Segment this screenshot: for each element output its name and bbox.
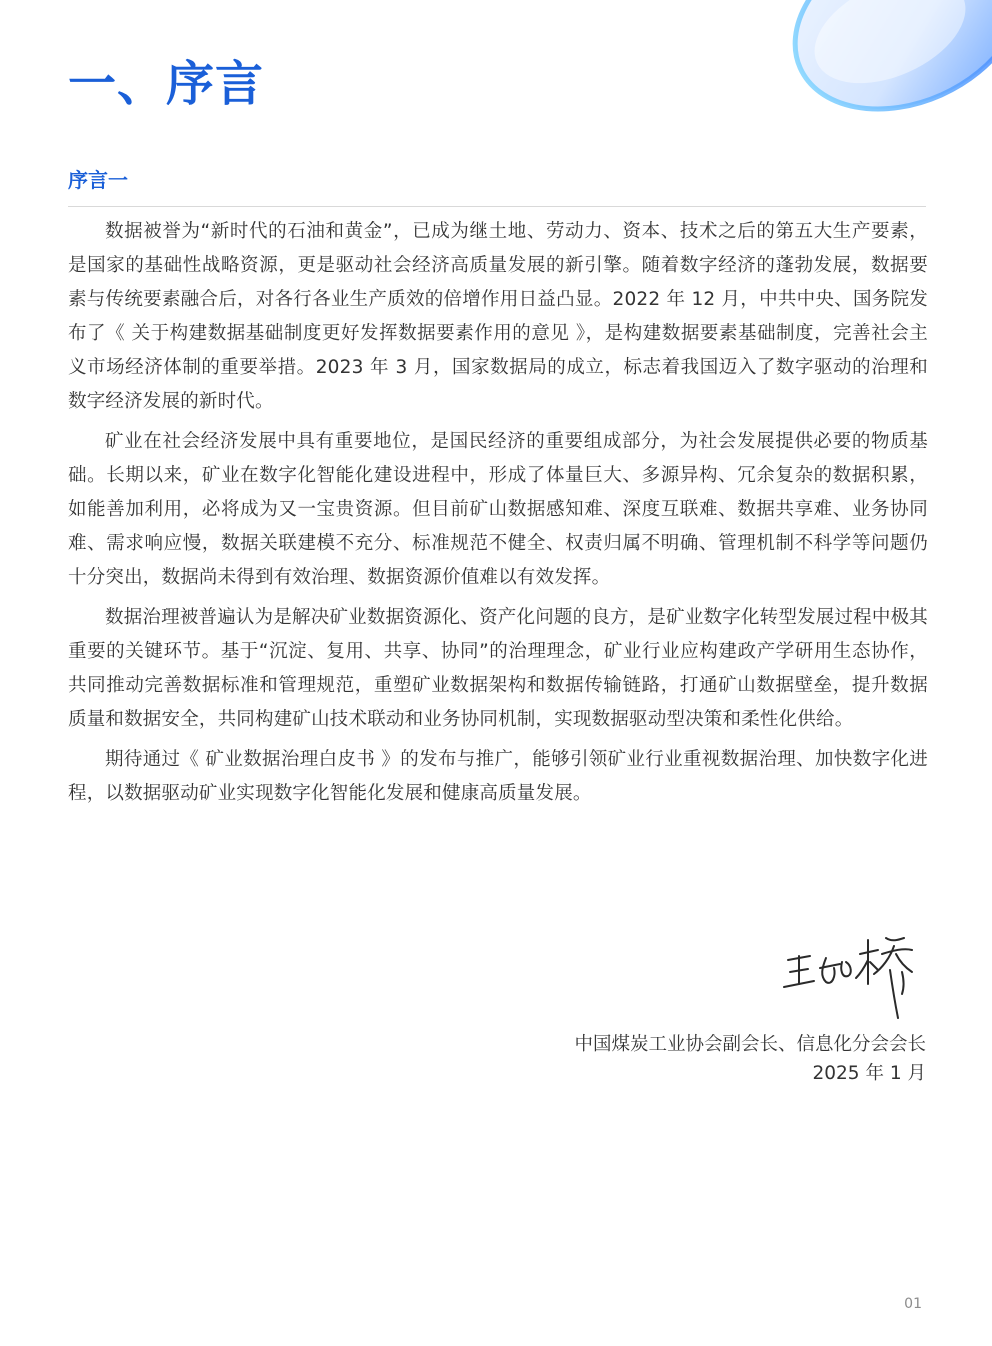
chapter-title: 一、序言 xyxy=(68,56,265,112)
paragraph: 数据被誉为“新时代的石油和黄金”，已成为继土地、劳动力、资本、技术之后的第五大生产要素，是国家的基础性战略资源，更是驱动社会经济高质量发展的新引擎。随着数字经济的蓬勃发展，数据要素与传统要素融合后，对各行各业生产质效的倍增作用日益凸显。2022 年 12 月，中共中央、国务院发布了《 关于构建数据基础制度更好发挥数据要素作用的意见 》，是构建数据要素基础制度，完善社会主义市场经济体制的重要举措。2023 年 3 月，国家数据局的成立，标志着我国迈入了数字驱动的治理和数字经济发展的新时代。 xyxy=(68,221,928,412)
paragraph: 期待通过《 矿业数据治理白皮书 》的发布与推广，能够引领矿业行业重视数据治理、加快数字化进程，以数据驱动矿业实现数字化智能化发展和健康高质量发展。 xyxy=(68,749,928,804)
signatory-title: 中国煤炭工业协会副会长、信息化分会会长 xyxy=(574,1034,926,1055)
signature-date: 2025 年 1 月 xyxy=(812,1063,926,1084)
paragraph: 矿业在社会经济发展中具有重要地位，是国民经济的重要组成部分，为社会发展提供必要的物质基础。长期以来，矿业在数字化智能化建设进程中，形成了体量巨大、多源异构、冗余复杂的数据积累，如能善加利用，必将成为又一宝贵资源。但目前矿山数据感知难、深度互联难、数据共享难、业务协同难、需求响应慢，数据关联建模不充分、标准规范不健全、权责归属不明确、管理机制不科学等问题仍十分突出，数据尚未得到有效治理、数据资源价值难以有效发挥。 xyxy=(68,431,928,588)
paragraph: 数据治理被普遍认为是解决矿业数据资源化、资产化问题的良方，是矿业数字化转型发展过程中极其重要的关键环节。基于“沉淀、复用、共享、协同”的治理理念，矿业行业应构建政产学研用生态协作，共同推动完善数据标准和管理规范，重塑矿业数据架构和数据传输链路，打通矿山数据壁垒，提升数据质量和数据安全，共同构建矿山技术联动和业务协同机制，实现数据驱动型决策和柔性化供给。 xyxy=(68,607,928,730)
decorative-lens-graphic xyxy=(740,0,992,120)
section-divider xyxy=(68,206,926,207)
handwritten-signature xyxy=(782,932,922,1024)
page-number: 01 xyxy=(904,1296,922,1312)
section-title: 序言一 xyxy=(68,168,128,192)
preface-body xyxy=(68,215,928,817)
